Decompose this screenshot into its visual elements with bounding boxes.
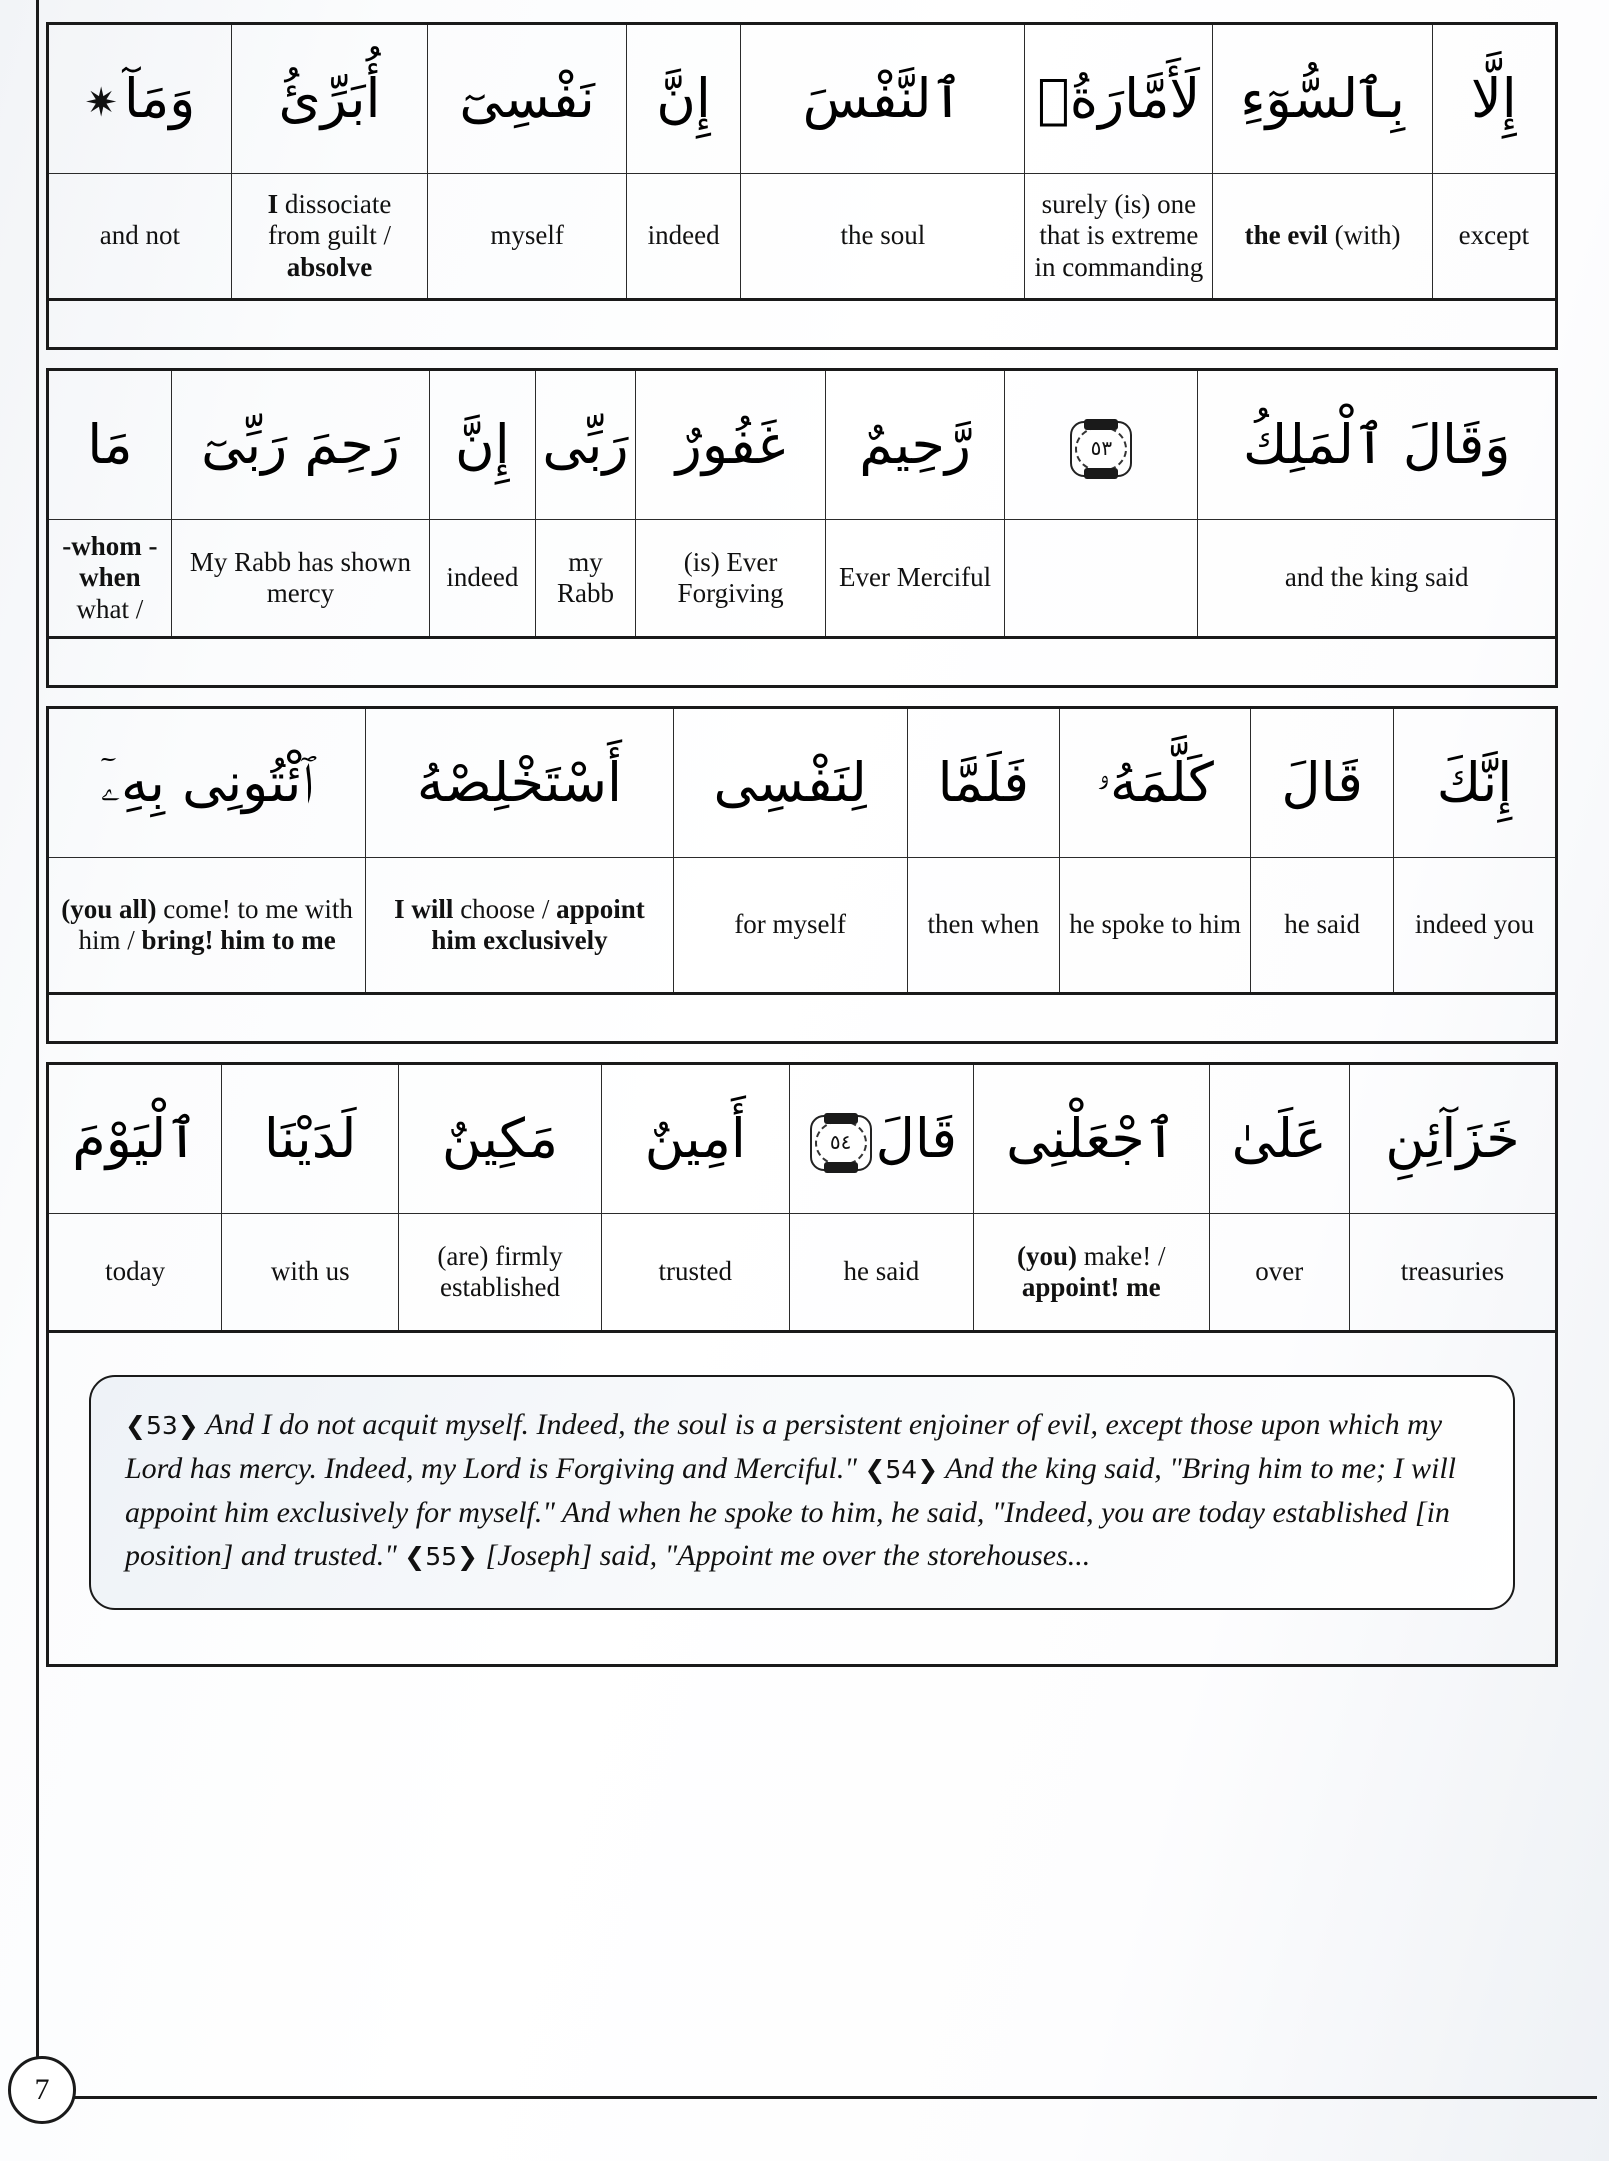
footnote-outer-frame bbox=[46, 1333, 1558, 1667]
verse-block-2 bbox=[46, 368, 1558, 639]
word-by-word-table-area bbox=[46, 22, 1558, 1667]
english-gloss-cell bbox=[1060, 858, 1251, 993]
gloss-bold: the evil bbox=[1244, 220, 1328, 251]
arabic-word-cell bbox=[1198, 371, 1555, 520]
arabic-word-cell bbox=[974, 1065, 1210, 1214]
english-gloss-cell bbox=[626, 174, 741, 299]
gloss-plain: dissociate from guilt / bbox=[268, 189, 392, 251]
gloss-plain: and the king said bbox=[1284, 562, 1469, 593]
english-gloss-cell bbox=[366, 858, 674, 993]
english-gloss-cell bbox=[1213, 174, 1432, 299]
arabic-word-cell bbox=[789, 1065, 973, 1214]
gloss-plain: today bbox=[105, 1256, 166, 1287]
footnote-text-segment: And I do not acquit myself. Indeed, the soul is a persistent enjoiner of evil, except those upon which my Lord has mercy. Indeed, my Lord is Forgiving and Merciful." bbox=[125, 1408, 1443, 1485]
arabic-word: غَفُورٌ bbox=[675, 413, 786, 477]
english-gloss-cell bbox=[49, 520, 171, 637]
arabic-word: نَفْسِىٓ bbox=[459, 67, 595, 131]
english-gloss-cell bbox=[907, 858, 1059, 993]
footnote-text-segment: And the king said, "Bring him to me; I will appoint him exclusively for myself." And when he spoke to him, he said, "Indeed, you are today established [in position] and trusted." bbox=[125, 1451, 1457, 1573]
arabic-word-cell bbox=[1349, 1065, 1555, 1214]
english-gloss-cell bbox=[1025, 174, 1213, 299]
english-gloss-cell bbox=[825, 520, 1004, 637]
arabic-word: ٱجْعَلْنِى bbox=[1006, 1107, 1177, 1171]
english-row-1 bbox=[49, 174, 1555, 299]
gloss-plain: choose / bbox=[460, 893, 550, 924]
arabic-word-cell bbox=[399, 1065, 602, 1214]
arabic-word: وَقَالَ ٱلْمَلِكُ bbox=[1242, 413, 1511, 477]
gloss-plain: Ever Merciful bbox=[839, 562, 992, 593]
english-gloss-cell bbox=[1432, 174, 1555, 299]
english-gloss-cell bbox=[974, 1214, 1210, 1331]
gloss-plain: myself bbox=[490, 220, 564, 251]
arabic-word-cell bbox=[1005, 371, 1198, 520]
page-bottom-rule bbox=[52, 2096, 1597, 2099]
arabic-word-cell bbox=[741, 25, 1025, 174]
gloss-plain: (is) Ever Forgiving bbox=[677, 546, 784, 608]
arabic-word-cell bbox=[49, 1065, 222, 1214]
arabic-word: إِنَّ bbox=[656, 67, 711, 131]
english-gloss-cell bbox=[49, 1214, 222, 1331]
gloss-bold: appoint him exclusively bbox=[431, 893, 645, 955]
arabic-word: لِنَفْسِى bbox=[713, 751, 867, 815]
arabic-word: رَبِّى bbox=[542, 413, 629, 477]
arabic-word-cell bbox=[49, 371, 171, 520]
arabic-word-cell bbox=[222, 1065, 399, 1214]
english-gloss-cell bbox=[1394, 858, 1555, 993]
arabic-word-cell bbox=[1025, 25, 1213, 174]
arabic-word: بِٱلسُّوٓءِ bbox=[1240, 67, 1405, 131]
gloss-plain: over bbox=[1255, 1256, 1304, 1287]
gloss-bold: bring! him to me bbox=[141, 925, 336, 955]
english-gloss-cell bbox=[1198, 520, 1555, 637]
gloss-plain: indeed you bbox=[1414, 909, 1535, 940]
arabic-word: إِلَّا bbox=[1470, 67, 1517, 131]
arabic-word: خَزَآئِنِ bbox=[1385, 1107, 1520, 1171]
verse-block-3 bbox=[46, 706, 1558, 995]
gloss-plain: the soul bbox=[840, 220, 926, 251]
arabic-word-cell bbox=[366, 709, 674, 858]
footnote-verse-number: ❮55❯ bbox=[404, 1542, 479, 1572]
gloss-bold: appoint! me bbox=[1021, 1272, 1161, 1302]
arabic-word-cell bbox=[601, 1065, 789, 1214]
block-1-spacer bbox=[46, 301, 1558, 350]
ayah-end-marker: ٥٤ bbox=[810, 1115, 872, 1171]
word-table-1 bbox=[49, 25, 1555, 298]
arabic-word: إِنَّكَ bbox=[1436, 751, 1513, 815]
english-gloss-cell bbox=[636, 520, 826, 637]
arabic-row-3 bbox=[49, 709, 1555, 858]
arabic-word-cell bbox=[428, 25, 626, 174]
english-gloss-cell bbox=[428, 174, 626, 299]
arabic-word: وَمَآ bbox=[123, 67, 196, 131]
gloss-plain: and not bbox=[99, 220, 180, 251]
arabic-word: لَدَيْنَا bbox=[263, 1107, 357, 1171]
arabic-word-cell bbox=[1209, 1065, 1349, 1214]
arabic-word: فَلَمَّا bbox=[937, 751, 1030, 815]
gloss-plain: for myself bbox=[734, 909, 847, 940]
arabic-word-cell bbox=[49, 709, 366, 858]
arabic-word: مَكِينٌ bbox=[441, 1107, 559, 1171]
footnote-text-segment: [Joseph] said, "Appoint me over the storehouses... bbox=[478, 1539, 1091, 1573]
word-table-2 bbox=[49, 371, 1555, 636]
ayah-end-marker: ٥٣ bbox=[1070, 421, 1132, 477]
arabic-word: رَحِمَ رَبِّىٓ bbox=[201, 413, 400, 477]
gloss-plain: my Rabb bbox=[556, 546, 614, 608]
arabic-word: لَأَمَّارَةُۢ bbox=[1037, 67, 1201, 131]
footnote-box bbox=[89, 1375, 1515, 1610]
verse-block-1 bbox=[46, 22, 1558, 301]
arabic-word: أَمِينٌ bbox=[644, 1107, 746, 1171]
english-gloss-cell bbox=[1349, 1214, 1555, 1331]
arabic-word-cell bbox=[171, 371, 429, 520]
footnote-verse-number: ❮53❯ bbox=[125, 1411, 199, 1440]
gloss-bold: (you) bbox=[1017, 1240, 1078, 1271]
arabic-word: قَالَ bbox=[1281, 751, 1363, 815]
gloss-plain: what / bbox=[76, 593, 144, 624]
english-gloss-cell bbox=[49, 858, 366, 993]
arabic-word-cell bbox=[231, 25, 428, 174]
arabic-word-cell bbox=[430, 371, 536, 520]
english-gloss-cell bbox=[430, 520, 536, 637]
gloss-bold: absolve bbox=[286, 251, 373, 282]
arabic-row-4 bbox=[49, 1065, 1555, 1214]
gloss-plain: indeed bbox=[647, 220, 720, 251]
gloss-plain: then when bbox=[927, 909, 1040, 940]
english-gloss-cell bbox=[49, 174, 231, 299]
gloss-plain: except bbox=[1458, 220, 1530, 251]
arabic-word: أُبَرِّئُ bbox=[278, 67, 381, 131]
english-row-3 bbox=[49, 858, 1555, 993]
arabic-word-cell bbox=[673, 709, 907, 858]
english-gloss-cell bbox=[1209, 1214, 1349, 1331]
gloss-plain: indeed bbox=[446, 562, 519, 593]
verse-block-4 bbox=[46, 1062, 1558, 1333]
gloss-plain: (are) firmly established bbox=[437, 1240, 563, 1302]
gloss-plain: My Rabb has shown mercy bbox=[189, 546, 412, 608]
gloss-plain: he said bbox=[843, 1256, 920, 1287]
english-gloss-cell bbox=[535, 520, 636, 637]
english-gloss-cell bbox=[231, 174, 428, 299]
arabic-word-cell bbox=[1251, 709, 1394, 858]
arabic-word: أَسْتَخْلِصْهُ bbox=[416, 751, 622, 815]
arabic-word-cell bbox=[636, 371, 826, 520]
arabic-word: إِنَّ bbox=[455, 413, 510, 477]
arabic-word: مَا bbox=[87, 413, 133, 477]
english-gloss-cell bbox=[741, 174, 1025, 299]
arabic-word-cell bbox=[825, 371, 1004, 520]
gloss-plain: treasuries bbox=[1400, 1256, 1505, 1287]
gloss-bold: I bbox=[267, 189, 279, 220]
arabic-word-cell bbox=[49, 25, 231, 174]
arabic-word: ٱلنَّفْسَ bbox=[802, 67, 964, 131]
arabic-word-cell bbox=[1432, 25, 1555, 174]
arabic-word: كَلَّمَهُۥ bbox=[1096, 751, 1214, 815]
page-spine-rule bbox=[36, 0, 39, 2100]
gloss-plain: he spoke to him bbox=[1069, 909, 1242, 940]
gloss-plain: with us bbox=[270, 1256, 350, 1287]
gloss-bold: (you all) bbox=[61, 893, 157, 924]
arabic-word: قَالَ bbox=[875, 1107, 958, 1171]
gloss-plain: make! / bbox=[1083, 1240, 1166, 1271]
gloss-plain: (with) bbox=[1334, 220, 1401, 251]
english-row-2 bbox=[49, 520, 1555, 637]
arabic-word-cell bbox=[1394, 709, 1555, 858]
arabic-word-cell bbox=[535, 371, 636, 520]
gloss-plain: come! to me with him / bbox=[78, 893, 353, 955]
arabic-word: عَلَىٰ bbox=[1231, 1107, 1327, 1171]
english-gloss-cell bbox=[171, 520, 429, 637]
english-gloss-cell bbox=[601, 1214, 789, 1331]
arabic-row-1 bbox=[49, 25, 1555, 174]
english-gloss-cell bbox=[222, 1214, 399, 1331]
arabic-word: رَّحِيمٌ bbox=[859, 413, 971, 477]
gloss-bold: I will bbox=[394, 893, 454, 924]
english-gloss-cell bbox=[399, 1214, 602, 1331]
footnote-translation-text bbox=[125, 1403, 1479, 1578]
page-number: 7 bbox=[8, 2056, 76, 2124]
arabic-word: ٱلْيَوْمَ bbox=[72, 1107, 198, 1171]
english-gloss-cell bbox=[789, 1214, 973, 1331]
decorative-star-icon: ✷ bbox=[84, 79, 118, 126]
block-3-spacer bbox=[46, 995, 1558, 1044]
english-row-4 bbox=[49, 1214, 1555, 1331]
gloss-plain: trusted bbox=[658, 1256, 732, 1287]
arabic-word: ٱئْتُونِى بِهِۦٓ bbox=[100, 751, 314, 815]
word-table-3 bbox=[49, 709, 1555, 992]
english-gloss-cell bbox=[673, 858, 907, 993]
block-2-spacer bbox=[46, 639, 1558, 688]
arabic-word-cell bbox=[1060, 709, 1251, 858]
english-gloss-cell bbox=[1005, 520, 1198, 637]
english-gloss-cell bbox=[1251, 858, 1394, 993]
word-table-4 bbox=[49, 1065, 1555, 1330]
gloss-bold: -whom -when bbox=[62, 531, 158, 593]
footnote-verse-number: ❮54❯ bbox=[864, 1454, 939, 1484]
arabic-word-cell bbox=[1213, 25, 1432, 174]
gloss-plain: surely (is) one that is extreme in commanding bbox=[1034, 189, 1204, 282]
arabic-word-cell bbox=[907, 709, 1059, 858]
arabic-word-cell bbox=[626, 25, 741, 174]
arabic-row-2 bbox=[49, 371, 1555, 520]
gloss-plain: he said bbox=[1284, 909, 1361, 940]
